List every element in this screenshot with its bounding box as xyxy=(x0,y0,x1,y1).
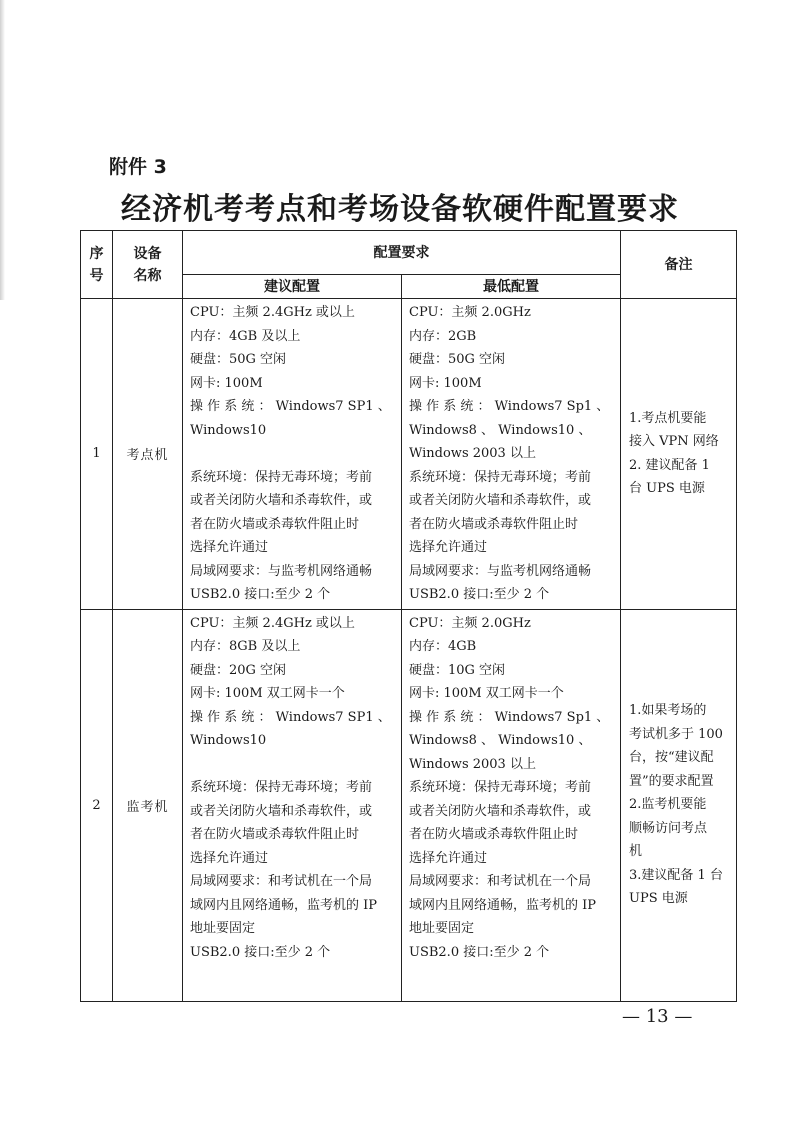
config-line: CPU：主频 2.4GHz 或以上 xyxy=(190,305,355,320)
config-line: 选择允许通过 xyxy=(409,540,488,555)
config-line: 系统环境：保持无毒环境；考前 xyxy=(409,780,592,795)
config-line: 者在防火墙或杀毒软件阻止时 xyxy=(190,827,360,842)
config-line: 内存：8GB 及以上 xyxy=(190,639,301,654)
config-line: 局域网要求：和考试机在一个局 xyxy=(409,874,592,889)
config-line: Windows10 xyxy=(190,733,267,748)
config-line: 地址要固定 xyxy=(409,921,475,936)
config-line: 选择允许通过 xyxy=(190,850,269,866)
config-line: 或者关闭防火墙和杀毒软件，或 xyxy=(409,493,592,508)
header-remarks: 备注 xyxy=(621,231,737,299)
config-line: 操 作 系 统 ： Windows7 SP1 、 xyxy=(190,399,391,414)
header-minimum: 最低配置 xyxy=(402,275,621,299)
config-line: Windows 2003 以上 xyxy=(409,756,536,772)
config-line: 或者关闭防火墙和杀毒软件，或 xyxy=(190,493,373,508)
page-number: — 13 — xyxy=(622,1006,693,1027)
config-line: 系统环境：保持无毒环境；考前 xyxy=(190,469,373,485)
config-line: 网卡: 100M xyxy=(190,375,263,391)
remark-line: 考试机多于 100 xyxy=(629,726,723,742)
config-line: 者在防火墙或杀毒软件阻止时 xyxy=(409,827,579,842)
config-line: 选择允许通过 xyxy=(190,540,269,555)
config-table xyxy=(80,230,737,1002)
remark-line: 台 UPS 电源 xyxy=(629,481,705,497)
config-line: 操 作 系 统 ： Windows7 Sp1 、 xyxy=(409,399,610,414)
config-line: 网卡: 100M xyxy=(409,375,482,391)
remark-line: 1.考点机要能 xyxy=(629,410,707,426)
document-title: 经济机考考点和考场设备软硬件配置要求 xyxy=(121,192,679,227)
config-line: 域网内且网络通畅，监考机的 IP xyxy=(409,897,597,913)
config-line: 者在防火墙或杀毒软件阻止时 xyxy=(190,516,360,532)
device-name: 考点机 xyxy=(113,299,183,610)
recommended-config xyxy=(183,609,402,1001)
config-line: Windows8 、 Windows10 、 xyxy=(409,422,592,438)
row-number: 2 xyxy=(81,609,113,1001)
header-seq-line-2: 号 xyxy=(89,267,104,284)
config-line: 或者关闭防火墙和杀毒软件，或 xyxy=(409,803,592,819)
remark-line: 2. 建议配备 1 xyxy=(629,457,710,473)
config-line: 操 作 系 统 ： Windows7 SP1 、 xyxy=(190,709,391,725)
config-line: 地址要固定 xyxy=(190,921,256,936)
remark-line: 3.建议配备 1 台 xyxy=(629,867,723,883)
remark-line: 置”的要求配置 xyxy=(629,773,714,789)
recommended-config xyxy=(183,299,402,610)
config-line: 硬盘：50G 空闲 xyxy=(409,352,506,367)
config-line: CPU：主频 2.0GHz xyxy=(409,305,531,320)
config-line: USB2.0 接口:至少 2 个 xyxy=(409,587,550,602)
header-seq-line-1: 序 xyxy=(89,245,104,262)
config-line: USB2.0 接口:至少 2 个 xyxy=(190,587,331,602)
config-line: 内存：2GB xyxy=(409,328,477,344)
remark-line: 1.如果考场的 xyxy=(629,703,707,719)
config-line: 域网内且网络通畅，监考机的 IP xyxy=(190,897,378,913)
config-line: 局域网要求：与监考机网络通畅 xyxy=(409,563,592,579)
remark-line: 2.监考机要能 xyxy=(629,797,707,813)
config-line: Windows8 、 Windows10 、 xyxy=(409,733,592,748)
config-line: 系统环境：保持无毒环境；考前 xyxy=(409,469,592,485)
config-line: USB2.0 接口:至少 2 个 xyxy=(409,944,550,960)
config-line: 局域网要求：与监考机网络通畅 xyxy=(190,563,373,579)
row-number: 1 xyxy=(81,299,113,610)
remark-line: UPS 电源 xyxy=(629,891,688,907)
minimum-config xyxy=(402,299,621,610)
config-line: 局域网要求：和考试机在一个局 xyxy=(190,874,373,889)
config-line: 选择允许通过 xyxy=(409,850,488,866)
config-line: CPU：主频 2.4GHz 或以上 xyxy=(190,615,355,631)
remark-line: 顺畅访问考点 xyxy=(629,820,708,836)
config-line: 内存：4GB 及以上 xyxy=(190,328,301,344)
attachment-label: 附件 3 xyxy=(109,156,167,178)
config-line: Windows 2003 以上 xyxy=(409,446,536,461)
config-line: 系统环境：保持无毒环境；考前 xyxy=(190,780,373,795)
config-line: CPU：主频 2.0GHz xyxy=(409,615,531,631)
config-line: 硬盘：10G 空闲 xyxy=(409,662,506,678)
remark-line: 机 xyxy=(629,844,643,860)
remark-line: 台，按“建议配 xyxy=(629,750,714,766)
config-line: 者在防火墙或杀毒软件阻止时 xyxy=(409,516,579,532)
table-row xyxy=(81,299,737,610)
scan-edge-shadow xyxy=(0,0,5,300)
device-name: 监考机 xyxy=(113,609,183,1001)
config-line xyxy=(190,753,395,777)
config-line: 硬盘：20G 空闲 xyxy=(190,662,287,678)
config-line: 硬盘：50G 空闲 xyxy=(190,352,287,367)
config-line xyxy=(190,442,395,466)
config-line: 或者关闭防火墙和杀毒软件，或 xyxy=(190,803,373,819)
header-device xyxy=(113,231,183,299)
remarks xyxy=(621,299,737,610)
config-line: 网卡: 100M 双工网卡一个 xyxy=(409,686,564,701)
minimum-config xyxy=(402,609,621,1001)
header-seq xyxy=(81,231,113,299)
header-recommended: 建议配置 xyxy=(183,275,402,299)
config-line: 操 作 系 统 ： Windows7 Sp1 、 xyxy=(409,709,610,725)
remark-line: 接入 VPN 网络 xyxy=(629,434,719,450)
config-line: 网卡: 100M 双工网卡一个 xyxy=(190,686,345,701)
config-line: Windows10 xyxy=(190,422,267,438)
config-line: 内存：4GB xyxy=(409,639,477,654)
header-device-line-2: 名称 xyxy=(133,267,162,284)
remarks xyxy=(621,609,737,1001)
header-device-line-1: 设备 xyxy=(133,245,162,262)
header-config: 配置要求 xyxy=(183,231,621,275)
config-line: USB2.0 接口:至少 2 个 xyxy=(190,944,331,960)
table-row xyxy=(81,609,737,1001)
